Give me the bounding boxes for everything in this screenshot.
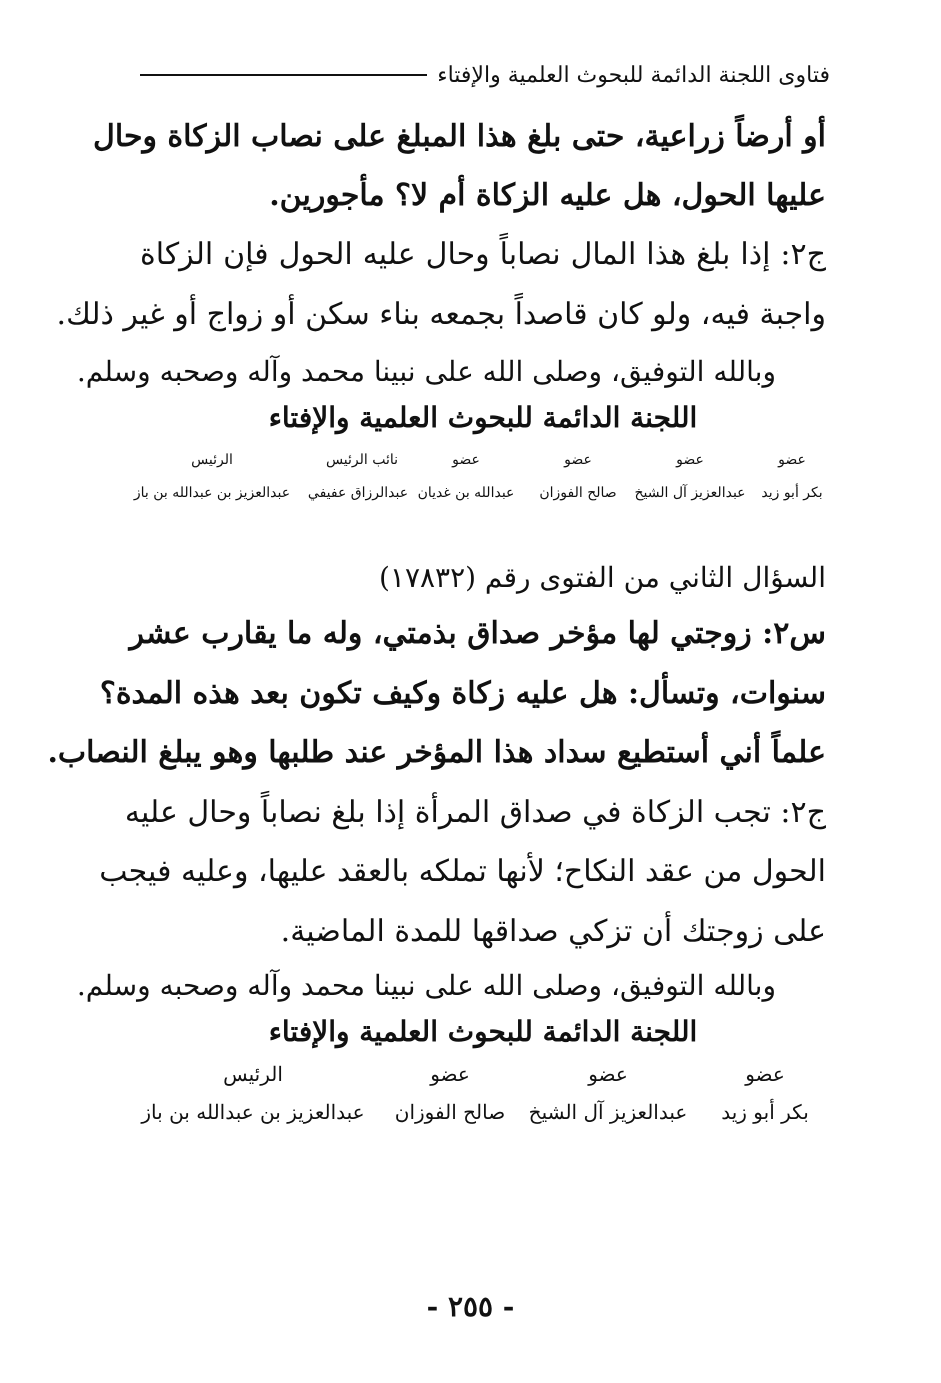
signatory-role: عضو	[564, 452, 592, 468]
signatory-name: عبدالعزيز بن عبدالله بن باز	[141, 1100, 365, 1124]
signatory-name: عبدالله بن غديان	[417, 485, 515, 501]
signatory-role: نائب الرئيس	[325, 452, 399, 468]
committee-title: اللجنة الدائمة للبحوث العلمية والإفتاء	[268, 401, 698, 434]
fatwa-heading: السؤال الثاني من الفتوى رقم (١٧٨٣٢)	[378, 561, 826, 594]
question-line-2: عليها الحول، هل عليه الزكاة أم لا؟ مأجورين.	[269, 178, 826, 213]
answer-line-1: ج٢: إذا بلغ هذا المال نصاباً وحال عليه الحول فإن الزكاة	[140, 237, 826, 272]
signatory-role: عضو	[452, 452, 480, 468]
closing-prayer: وبالله التوفيق، وصلى الله على نبينا محمد وآله وصحبه وسلم.	[76, 355, 776, 388]
signatory-role: عضو	[745, 1062, 785, 1086]
answer-line-1: ج٢: تجب الزكاة في صداق المرأة إذا بلغ نصاباً وحال عليه	[124, 795, 826, 830]
signatory-name: بكر أبو زيد	[761, 485, 823, 501]
running-header	[140, 58, 830, 92]
signatory-name: بكر أبو زيد	[721, 1100, 809, 1124]
answer-line-3: على زوجتك أن تزكي صداقها للمدة الماضية.	[280, 914, 826, 949]
answer-line-2: الحول من عقد النكاح؛ لأنها تملكه بالعقد عليها، وعليه فيجب	[99, 854, 826, 889]
question-line-2: سنوات، وتسأل: هل عليه زكاة وكيف تكون بعد هذه المدة؟	[99, 676, 826, 711]
committee-title: اللجنة الدائمة للبحوث العلمية والإفتاء	[268, 1015, 698, 1048]
question-line-3: علماً أني أستطيع سداد هذا المؤخر عند طلبها وهو يبلغ النصاب.	[47, 735, 826, 770]
header-rule	[140, 74, 427, 76]
answer-line-2: واجبة فيه، ولو كان قاصداً بجمعه بناء سكن أو زواج أو غير ذلك.	[56, 297, 826, 332]
question-line-1: أو أرضاً زراعية، حتى بلغ هذا المبلغ على نصاب الزكاة وحال	[93, 119, 826, 154]
signatory-role: عضو	[676, 452, 704, 468]
signatory-name: عبدالعزيز آل الشيخ	[528, 1100, 688, 1124]
signatory-name: عبدالعزيز آل الشيخ	[634, 485, 746, 501]
signatory-role: الرئيس	[191, 452, 233, 468]
signatory-name: صالح الفوزان	[394, 1100, 506, 1124]
page-number: - ٢٥٥ -	[426, 1290, 515, 1323]
signatory-role: عضو	[778, 452, 806, 468]
signatory-name: عبدالرزاق عفيفي	[307, 485, 409, 501]
signatory-role: عضو	[588, 1062, 628, 1086]
signatory-role: عضو	[430, 1062, 470, 1086]
header-title: فتاوى اللجنة الدائمة للبحوث العلمية والإفتاء	[437, 62, 830, 88]
closing-prayer: وبالله التوفيق، وصلى الله على نبينا محمد وآله وصحبه وسلم.	[76, 969, 776, 1002]
signatory-name: صالح الفوزان	[539, 485, 617, 501]
signatory-name: عبدالعزيز بن عبدالله بن باز	[133, 485, 291, 501]
signatory-role: الرئيس	[223, 1062, 283, 1086]
question-line-1: س٢: زوجتي لها مؤخر صداق بذمتي، وله ما يقارب عشر	[129, 616, 826, 651]
